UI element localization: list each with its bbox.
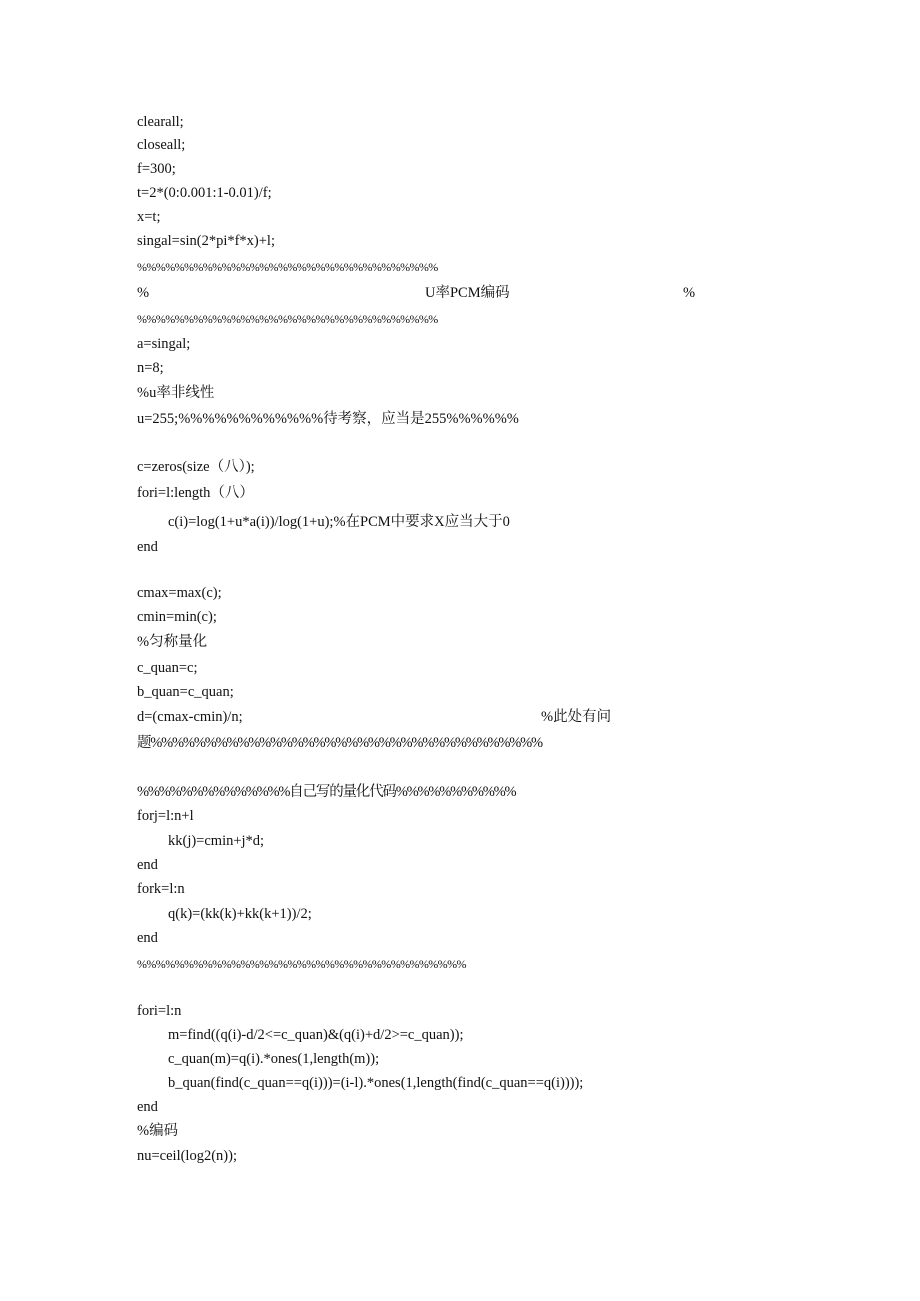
separator-line: %%%%%%%%%%%%%%%%%%%%%%%%%%%%%%%%%%%: [137, 957, 466, 971]
code-line: m=find((q(i)-d/2<=c_quan)&(q(i)+d/2>=c_quan));: [168, 1027, 464, 1043]
code-line: cmax=max(c);: [137, 585, 222, 601]
code-line: singal=sin(2*pi*f*x)+l;: [137, 233, 275, 249]
code-line: a=singal;: [137, 336, 191, 352]
code-line: u=255;%%%%%%%%%%%%待考察，应当是255%%%%%%: [137, 411, 519, 427]
code-line: c_quan(m)=q(i).*ones(1,length(m));: [168, 1051, 380, 1067]
code-line: c(i)=log(1+u*a(i))/log(1+u);%在PCM中要求X应当大于0: [168, 514, 510, 530]
code-line: fork=l:n: [137, 881, 185, 897]
code-line: t=2*(0:0.001:1-0.01)/f;: [137, 185, 272, 201]
code-line: closeall;: [137, 137, 186, 153]
code-line: nu=ceil(log2(n));: [137, 1148, 237, 1164]
code-line: q(k)=(kk(k)+kk(k+1))/2;: [168, 906, 312, 922]
code-line: c=zeros(size（八）);: [137, 459, 255, 475]
code-line: fori=l:length（八）: [137, 485, 254, 501]
code-line: kk(j)=cmin+j*d;: [168, 833, 265, 849]
code-line: fori=l:n: [137, 1003, 182, 1019]
code-line: n=8;: [137, 360, 164, 376]
comment-text: %此处有问: [541, 709, 612, 725]
separator-line: %%%%%%%%%%%%%%%%%%%%%%%%%%%%%%%%: [137, 260, 438, 274]
code-line: %编码: [137, 1123, 179, 1139]
code-line: %匀称量化: [137, 634, 208, 650]
code-line: %u率非线性: [137, 385, 215, 401]
comment-marker: %: [137, 285, 150, 301]
code-line: end: [137, 930, 158, 946]
code-line: f=300;: [137, 161, 176, 177]
code-line: d=(cmax-cmin)/n;: [137, 709, 243, 725]
comment-text: %%%%%%%%%%%%%%自己写的量化代码%%%%%%%%%%%: [137, 784, 516, 800]
code-line: cmin=min(c);: [137, 609, 217, 625]
code-line: clearall;: [137, 114, 184, 130]
code-line: forj=l:n+l: [137, 808, 194, 824]
code-line: b_quan=c_quan;: [137, 684, 234, 700]
separator-line: %%%%%%%%%%%%%%%%%%%%%%%%%%%%%%%%: [137, 312, 438, 326]
comment-marker: %: [683, 285, 696, 301]
code-line: b_quan(find(c_quan==q(i)))=(i-l).*ones(1,length(find(c_quan==q(i))));: [168, 1075, 584, 1091]
comment-text: 题%%%%%%%%%%%%%%%%%%%%%%%%%%%%%%%%%%%%: [137, 735, 542, 751]
code-line: c_quan=c;: [137, 660, 198, 676]
code-line: end: [137, 539, 158, 555]
code-line: x=t;: [137, 209, 161, 225]
code-line: end: [137, 857, 158, 873]
section-title: U率PCM编码: [425, 285, 510, 301]
code-line: end: [137, 1099, 158, 1115]
